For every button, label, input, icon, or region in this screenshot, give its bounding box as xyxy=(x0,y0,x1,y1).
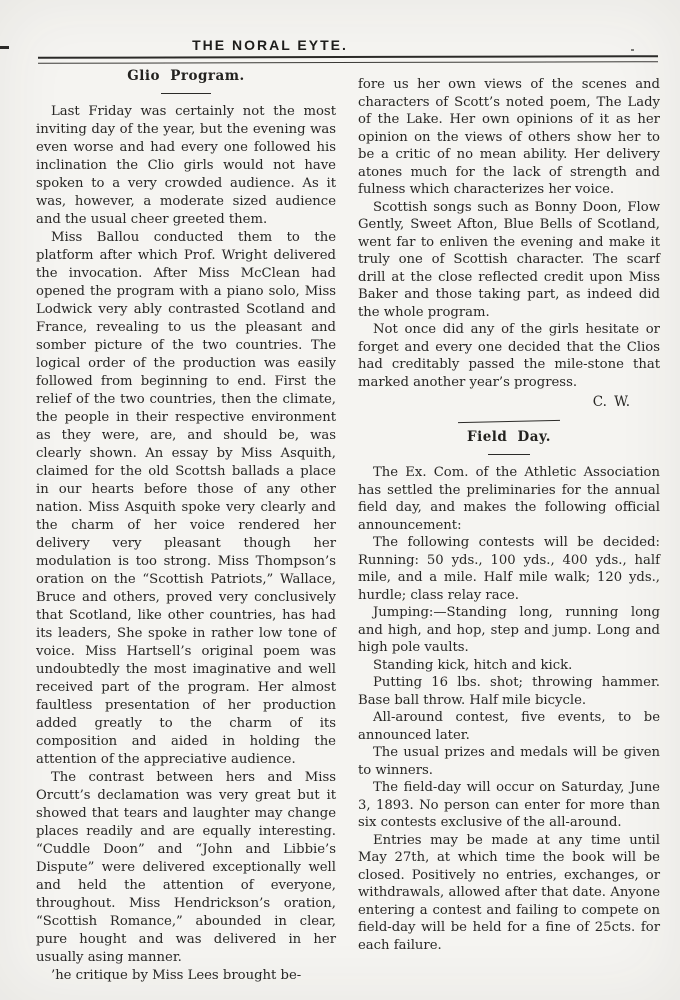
article-title-glio-program: Glio Program. xyxy=(127,68,245,84)
section-divider-rule xyxy=(458,419,560,422)
left-column xyxy=(36,62,336,985)
article-paragraph: The contrast between hers and Miss Orcutt’s declamation was very great but it showed that tears and laughter may change places readily and are equally interesting. “Cuddle Doon” and “John and Libbie’s Dispute” were delivered exceptionally well and held the attention of everyone, throughout. Miss Hendrickson’s oration, “Scottish Romance,” abounded in clear, pure hought and was delivered in her usually asing manner. xyxy=(36,770,336,965)
article-paragraph: Entries may be made at any time until May 27th, at which time the book will be closed. Positively no entries, exchanges, or withdrawals, allowed after that date. Anyone entering a contest and failing to compete on field-day will be held for a fine of 25cts. for each failure. xyxy=(358,832,660,953)
article-paragraph: ’he critique by Miss Lees brought be- xyxy=(51,968,302,983)
article-paragraph: Jumping:—Standing long, running long and high, and hop, step and jump. Long and high pole vaults. xyxy=(358,605,660,655)
scan-speck xyxy=(0,46,9,49)
article-paragraph: Putting 16 lbs. shot; throwing hammer. Base ball throw. Half mile bicycle. xyxy=(358,675,660,708)
article-paragraph: Not once did any of the girls hesitate or forget and every one decided that the Clios had creditably passed the mile-stone that marked another year’s progress. xyxy=(358,322,660,390)
article-paragraph: fore us her own views of the scenes and characters of Scott’s noted poem, The Lady of the Lake. Her own opinions of it as her opinion on the views of others show her to be a critic of no mean ability. Her delivery atones much for the lack of strength and fulness which characterizes her voice. xyxy=(358,77,660,197)
article-paragraph: The usual prizes and medals will be given to winners. xyxy=(358,745,660,778)
article-paragraph: The Ex. Com. of the Athletic Association has settled the preliminaries for the annual field day, and makes the following official announcement: xyxy=(358,465,660,533)
field-day-body xyxy=(358,464,660,954)
title-divider-rule xyxy=(161,93,211,94)
article-paragraph: The following contests will be decided: Running: 50 yds., 100 yds., 400 yds., half mile, and a mile. Half mile walk; 120 yds., hurdle; class relay race. xyxy=(358,535,660,603)
author-initials: C. W. xyxy=(592,394,630,410)
right-column xyxy=(358,62,660,954)
article-paragraph: Standing kick, hitch and kick. xyxy=(373,657,573,673)
article-paragraph: Last Friday was certainly not the most inviting day of the year, but the evening was even worse and had every one followed his inclination the Clio girls would not have spoken to a very crowded audience. As it was, however, a moderate sized audience and the usual cheer greeted them. xyxy=(36,104,336,227)
article-paragraph: The field-day will occur on Saturday, June 3, 1893. No person can enter for more than six contests exclusive of the all-around. xyxy=(358,780,660,830)
glio-program-body xyxy=(36,103,336,985)
article-paragraph: All-around contest, five events, to be announced later. xyxy=(358,710,660,743)
title-divider-rule xyxy=(488,454,530,455)
scan-speck xyxy=(631,49,634,51)
article-paragraph: Miss Ballou conducted them to the platform after which Prof. Wright delivered the invocation. After Miss McClean had opened the program with a piano solo, Miss Lodwick very ably contrasted Scotland and France, revealing to us the pleasant and somber picture of the two countries. The logical order of the production was easily followed from beginning to end. First the relief of the two countries, then the climate, the people in their respective environment as they were, are, and should be, was clearly shown. An essay by Miss Asquith, claimed for the old Scottsh ballads a place in our hearts before those of any other nation. Miss Asquith spoke very clearly and the charm of her voice rendered her delivery very pleasant though her modulation is too strong. Miss Thompson’s oration on the “Scottish Patriots,” Wallace, Bruce and others, proved very conclusively that Scotland, like other countries, has had its leaders, She spoke in rather low tone of voice. Miss Hartsell’s original poem was undoubtedly the most imaginative and well received part of the program. Her almost faultless presentation of her production added greatly to the charm of its composition and aided in holding the attention of the appreciative audience. xyxy=(36,230,336,767)
article-title-field-day: Field Day. xyxy=(466,428,552,445)
masthead-title: THE NORAL EYTE. xyxy=(192,37,348,53)
article-paragraph: Scottish songs such as Bonny Doon, Flow Gently, Sweet Afton, Blue Bells of Scotland, went far to enliven the evening and make it truly one of Scottish character. The scarf drill at the close reflected credit upon Miss Baker and those taking part, as indeed did the whole program. xyxy=(358,199,660,320)
glio-program-body-continued xyxy=(358,76,660,391)
